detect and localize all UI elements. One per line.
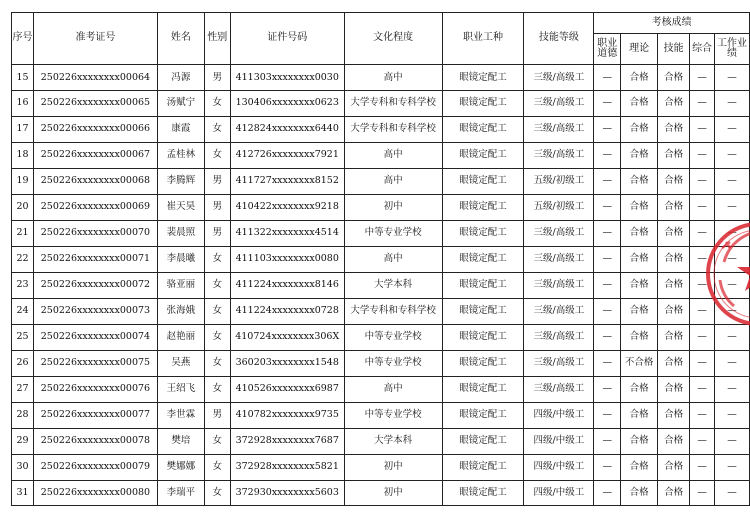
table-row (12, 168, 750, 194)
row-ethics-score: — (594, 454, 621, 480)
row-id-no: 410422xxxxxxxx9218 (230, 194, 344, 220)
row-name: 李世霖 (157, 402, 204, 428)
row-id-no: 411322xxxxxxxx4514 (230, 220, 344, 246)
row-theory-score: 不合格 (621, 350, 658, 376)
table-row (12, 298, 750, 324)
header-scores-group: 考核成绩 (594, 13, 750, 34)
row-occupation: 眼镜定配工 (442, 324, 524, 350)
row-work-score: — (715, 402, 750, 428)
row-gender: 女 (204, 116, 230, 142)
row-work-score: — (715, 168, 750, 194)
row-comprehensive-score: — (690, 220, 715, 246)
row-seq: 27 (12, 376, 34, 402)
row-skill-score: 合格 (658, 454, 690, 480)
row-theory-score: 合格 (621, 116, 658, 142)
row-skill-score: 合格 (658, 272, 690, 298)
row-seq: 26 (12, 350, 34, 376)
row-gender: 女 (204, 272, 230, 298)
row-ethics-score: — (594, 298, 621, 324)
row-name: 崔天昊 (157, 194, 204, 220)
row-theory-score: 合格 (621, 454, 658, 480)
row-exam-no: 250226xxxxxxxx00080 (33, 480, 157, 506)
row-comprehensive-score: — (690, 194, 715, 220)
row-skill-score: 合格 (658, 194, 690, 220)
row-id-no: 410526xxxxxxxx6987 (230, 376, 344, 402)
row-theory-score: 合格 (621, 142, 658, 168)
row-ethics-score: — (594, 480, 621, 506)
row-occupation: 眼镜定配工 (442, 246, 524, 272)
row-work-score: — (715, 480, 750, 506)
row-work-score: — (715, 116, 750, 142)
row-education: 大学专科和专科学校 (344, 116, 442, 142)
official-seal (702, 218, 750, 330)
row-exam-no: 250226xxxxxxxx00079 (33, 454, 157, 480)
row-skill-score: 合格 (658, 246, 690, 272)
row-comprehensive-score: — (690, 454, 715, 480)
row-occupation: 眼镜定配工 (442, 272, 524, 298)
row-id-no: 411224xxxxxxxx0728 (230, 298, 344, 324)
row-gender: 女 (204, 428, 230, 454)
row-exam-no: 250226xxxxxxxx00074 (33, 324, 157, 350)
row-skill-level: 三级/高级工 (524, 65, 594, 91)
row-skill-level: 四级/中级工 (524, 402, 594, 428)
header-skill: 技能 (658, 34, 690, 65)
row-exam-no: 250226xxxxxxxx00075 (33, 350, 157, 376)
row-gender: 男 (204, 402, 230, 428)
row-name: 张海娥 (157, 298, 204, 324)
row-ethics-score: — (594, 272, 621, 298)
row-theory-score: 合格 (621, 480, 658, 506)
row-comprehensive-score: — (690, 168, 715, 194)
row-skill-score: 合格 (658, 90, 690, 116)
row-seq: 23 (12, 272, 34, 298)
header-seq: 序号 (12, 13, 34, 65)
row-education: 高中 (344, 65, 442, 91)
header-education: 文化程度 (344, 13, 442, 65)
row-comprehensive-score: — (690, 116, 715, 142)
row-work-score: — (715, 428, 750, 454)
row-occupation: 眼镜定配工 (442, 298, 524, 324)
row-skill-level: 三级/高级工 (524, 376, 594, 402)
row-occupation: 眼镜定配工 (442, 168, 524, 194)
row-skill-level: 三级/高级工 (524, 272, 594, 298)
row-skill-level: 五级/初级工 (524, 168, 594, 194)
header-id-no: 证件号码 (230, 13, 344, 65)
row-seq: 18 (12, 142, 34, 168)
row-exam-no: 250226xxxxxxxx00064 (33, 65, 157, 91)
table-row (12, 116, 750, 142)
row-exam-no: 250226xxxxxxxx00067 (33, 142, 157, 168)
table-row (12, 246, 750, 272)
row-education: 中等专业学校 (344, 324, 442, 350)
row-name: 李腾辉 (157, 168, 204, 194)
row-education: 大学专科和专科学校 (344, 298, 442, 324)
row-ethics-score: — (594, 220, 621, 246)
row-ethics-score: — (594, 116, 621, 142)
row-id-no: 411303xxxxxxxx0030 (230, 65, 344, 91)
row-seq: 25 (12, 324, 34, 350)
row-gender: 女 (204, 90, 230, 116)
row-id-no: 360203xxxxxxxx1548 (230, 350, 344, 376)
row-skill-score: 合格 (658, 142, 690, 168)
row-gender: 男 (204, 168, 230, 194)
results-table (11, 12, 750, 506)
row-name: 赵艳丽 (157, 324, 204, 350)
row-skill-score: 合格 (658, 324, 690, 350)
row-occupation: 眼镜定配工 (442, 116, 524, 142)
row-name: 冯源 (157, 65, 204, 91)
row-exam-no: 250226xxxxxxxx00070 (33, 220, 157, 246)
row-seq: 30 (12, 454, 34, 480)
row-name: 樊培 (157, 428, 204, 454)
row-ethics-score: — (594, 402, 621, 428)
row-work-score: — (715, 65, 750, 91)
row-theory-score: 合格 (621, 428, 658, 454)
row-id-no: 411224xxxxxxxx8146 (230, 272, 344, 298)
row-skill-level: 四级/中级工 (524, 454, 594, 480)
row-skill-level: 五级/初级工 (524, 194, 594, 220)
row-skill-score: 合格 (658, 298, 690, 324)
row-gender: 女 (204, 480, 230, 506)
row-seq: 19 (12, 168, 34, 194)
row-occupation: 眼镜定配工 (442, 220, 524, 246)
row-id-no: 411727xxxxxxxx8152 (230, 168, 344, 194)
row-skill-level: 三级/高级工 (524, 220, 594, 246)
row-skill-score: 合格 (658, 428, 690, 454)
row-skill-level: 四级/中级工 (524, 480, 594, 506)
row-seq: 31 (12, 480, 34, 506)
row-gender: 女 (204, 376, 230, 402)
row-comprehensive-score: — (690, 65, 715, 91)
row-work-score: — (715, 298, 750, 324)
header-exam-no: 准考证号 (33, 13, 157, 65)
row-work-score: — (715, 142, 750, 168)
row-comprehensive-score: — (690, 402, 715, 428)
row-work-score: — (715, 350, 750, 376)
row-gender: 女 (204, 454, 230, 480)
row-skill-score: 合格 (658, 220, 690, 246)
row-skill-level: 三级/高级工 (524, 90, 594, 116)
row-seq: 20 (12, 194, 34, 220)
row-education: 大学本科 (344, 272, 442, 298)
row-id-no: 412726xxxxxxxx7921 (230, 142, 344, 168)
header-work-performance: 工作业绩 (715, 34, 750, 65)
table-row (12, 142, 750, 168)
table-row (12, 90, 750, 116)
row-skill-score: 合格 (658, 65, 690, 91)
row-theory-score: 合格 (621, 376, 658, 402)
row-ethics-score: — (594, 350, 621, 376)
row-skill-level: 三级/高级工 (524, 324, 594, 350)
row-gender: 女 (204, 142, 230, 168)
row-work-score: — (715, 324, 750, 350)
row-ethics-score: — (594, 246, 621, 272)
row-skill-level: 三级/高级工 (524, 246, 594, 272)
row-seq: 21 (12, 220, 34, 246)
header-comprehensive: 综合 (690, 34, 715, 65)
row-work-score: — (715, 376, 750, 402)
row-skill-score: 合格 (658, 480, 690, 506)
row-id-no: 372930xxxxxxxx5603 (230, 480, 344, 506)
row-comprehensive-score: — (690, 428, 715, 454)
table-row (12, 194, 750, 220)
row-skill-level: 三级/高级工 (524, 350, 594, 376)
row-theory-score: 合格 (621, 194, 658, 220)
row-name: 汤赋宁 (157, 90, 204, 116)
row-occupation: 眼镜定配工 (442, 480, 524, 506)
row-theory-score: 合格 (621, 246, 658, 272)
row-education: 大学本科 (344, 428, 442, 454)
row-gender: 男 (204, 220, 230, 246)
table-row (12, 480, 750, 506)
table-row (12, 454, 750, 480)
row-education: 高中 (344, 376, 442, 402)
row-comprehensive-score: — (690, 480, 715, 506)
row-theory-score: 合格 (621, 168, 658, 194)
row-skill-level: 三级/高级工 (524, 298, 594, 324)
row-name: 李瑞平 (157, 480, 204, 506)
row-occupation: 眼镜定配工 (442, 142, 524, 168)
row-ethics-score: — (594, 90, 621, 116)
row-skill-level: 三级/高级工 (524, 116, 594, 142)
row-education: 中等专业学校 (344, 402, 442, 428)
row-id-no: 372928xxxxxxxx7687 (230, 428, 344, 454)
row-theory-score: 合格 (621, 324, 658, 350)
row-occupation: 眼镜定配工 (442, 65, 524, 91)
row-exam-no: 250226xxxxxxxx00066 (33, 116, 157, 142)
row-education: 高中 (344, 246, 442, 272)
row-seq: 29 (12, 428, 34, 454)
row-work-score: — (715, 272, 750, 298)
row-occupation: 眼镜定配工 (442, 428, 524, 454)
row-occupation: 眼镜定配工 (442, 402, 524, 428)
row-ethics-score: — (594, 168, 621, 194)
row-occupation: 眼镜定配工 (442, 90, 524, 116)
row-skill-score: 合格 (658, 168, 690, 194)
row-theory-score: 合格 (621, 298, 658, 324)
row-occupation: 眼镜定配工 (442, 194, 524, 220)
row-education: 初中 (344, 480, 442, 506)
row-id-no: 410724xxxxxxxx306X (230, 324, 344, 350)
row-work-score: — (715, 454, 750, 480)
row-id-no: 412824xxxxxxxx6440 (230, 116, 344, 142)
row-occupation: 眼镜定配工 (442, 454, 524, 480)
row-exam-no: 250226xxxxxxxx00077 (33, 402, 157, 428)
row-seq: 28 (12, 402, 34, 428)
row-theory-score: 合格 (621, 220, 658, 246)
row-exam-no: 250226xxxxxxxx00073 (33, 298, 157, 324)
row-exam-no: 250226xxxxxxxx00065 (33, 90, 157, 116)
row-gender: 女 (204, 298, 230, 324)
header-gender: 性别 (204, 13, 230, 65)
row-comprehensive-score: — (690, 298, 715, 324)
row-ethics-score: — (594, 142, 621, 168)
row-skill-score: 合格 (658, 376, 690, 402)
row-ethics-score: — (594, 324, 621, 350)
row-education: 初中 (344, 454, 442, 480)
row-ethics-score: — (594, 376, 621, 402)
row-education: 中等专业学校 (344, 350, 442, 376)
row-occupation: 眼镜定配工 (442, 376, 524, 402)
seal-star-icon (737, 252, 750, 291)
row-work-score: — (715, 246, 750, 272)
row-name: 孟桂林 (157, 142, 204, 168)
row-comprehensive-score: — (690, 142, 715, 168)
row-seq: 17 (12, 116, 34, 142)
row-gender: 女 (204, 324, 230, 350)
table-row (12, 65, 750, 91)
row-skill-level: 三级/高级工 (524, 142, 594, 168)
header-occupation: 职业工种 (442, 13, 524, 65)
row-id-no: 130406xxxxxxxx0623 (230, 90, 344, 116)
row-work-score: — (715, 194, 750, 220)
row-name: 康霞 (157, 116, 204, 142)
row-name: 王绍飞 (157, 376, 204, 402)
row-education: 高中 (344, 142, 442, 168)
row-education: 高中 (344, 168, 442, 194)
row-seq: 15 (12, 65, 34, 91)
row-seq: 16 (12, 90, 34, 116)
row-exam-no: 250226xxxxxxxx00068 (33, 168, 157, 194)
header-theory: 理论 (621, 34, 658, 65)
row-name: 骆亚丽 (157, 272, 204, 298)
row-name: 吴燕 (157, 350, 204, 376)
row-gender: 女 (204, 246, 230, 272)
header-skill-level: 技能等级 (524, 13, 594, 65)
row-exam-no: 250226xxxxxxxx00072 (33, 272, 157, 298)
row-name: 樊娜娜 (157, 454, 204, 480)
row-gender: 男 (204, 194, 230, 220)
row-exam-no: 250226xxxxxxxx00069 (33, 194, 157, 220)
table-row (12, 376, 750, 402)
row-gender: 男 (204, 65, 230, 91)
table-row (12, 402, 750, 428)
row-ethics-score: — (594, 194, 621, 220)
table-row (12, 324, 750, 350)
row-education: 中等专业学校 (344, 220, 442, 246)
row-work-score: — (715, 90, 750, 116)
row-exam-no: 250226xxxxxxxx00076 (33, 376, 157, 402)
row-name: 李晨曦 (157, 246, 204, 272)
row-theory-score: 合格 (621, 402, 658, 428)
row-seq: 22 (12, 246, 34, 272)
row-comprehensive-score: — (690, 324, 715, 350)
row-comprehensive-score: — (690, 272, 715, 298)
row-skill-score: 合格 (658, 116, 690, 142)
row-theory-score: 合格 (621, 65, 658, 91)
header-ethics: 职业道德 (594, 34, 621, 65)
row-theory-score: 合格 (621, 272, 658, 298)
row-ethics-score: — (594, 428, 621, 454)
row-theory-score: 合格 (621, 90, 658, 116)
row-gender: 女 (204, 350, 230, 376)
table-row (12, 350, 750, 376)
row-comprehensive-score: — (690, 350, 715, 376)
row-exam-no: 250226xxxxxxxx00071 (33, 246, 157, 272)
row-id-no: 411103xxxxxxxx0080 (230, 246, 344, 272)
header-name: 姓名 (157, 13, 204, 65)
row-comprehensive-score: — (690, 90, 715, 116)
row-work-score: — (715, 220, 750, 246)
row-education: 初中 (344, 194, 442, 220)
row-skill-score: 合格 (658, 350, 690, 376)
row-seq: 24 (12, 298, 34, 324)
row-id-no: 372928xxxxxxxx5821 (230, 454, 344, 480)
table-row (12, 220, 750, 246)
row-skill-score: 合格 (658, 402, 690, 428)
row-exam-no: 250226xxxxxxxx00078 (33, 428, 157, 454)
row-ethics-score: — (594, 65, 621, 91)
row-id-no: 410782xxxxxxxx9735 (230, 402, 344, 428)
row-skill-level: 四级/中级工 (524, 428, 594, 454)
row-comprehensive-score: — (690, 376, 715, 402)
row-occupation: 眼镜定配工 (442, 350, 524, 376)
row-education: 大学专科和专科学校 (344, 90, 442, 116)
row-name: 裴晨照 (157, 220, 204, 246)
row-comprehensive-score: — (690, 246, 715, 272)
table-row (12, 428, 750, 454)
table-row (12, 272, 750, 298)
